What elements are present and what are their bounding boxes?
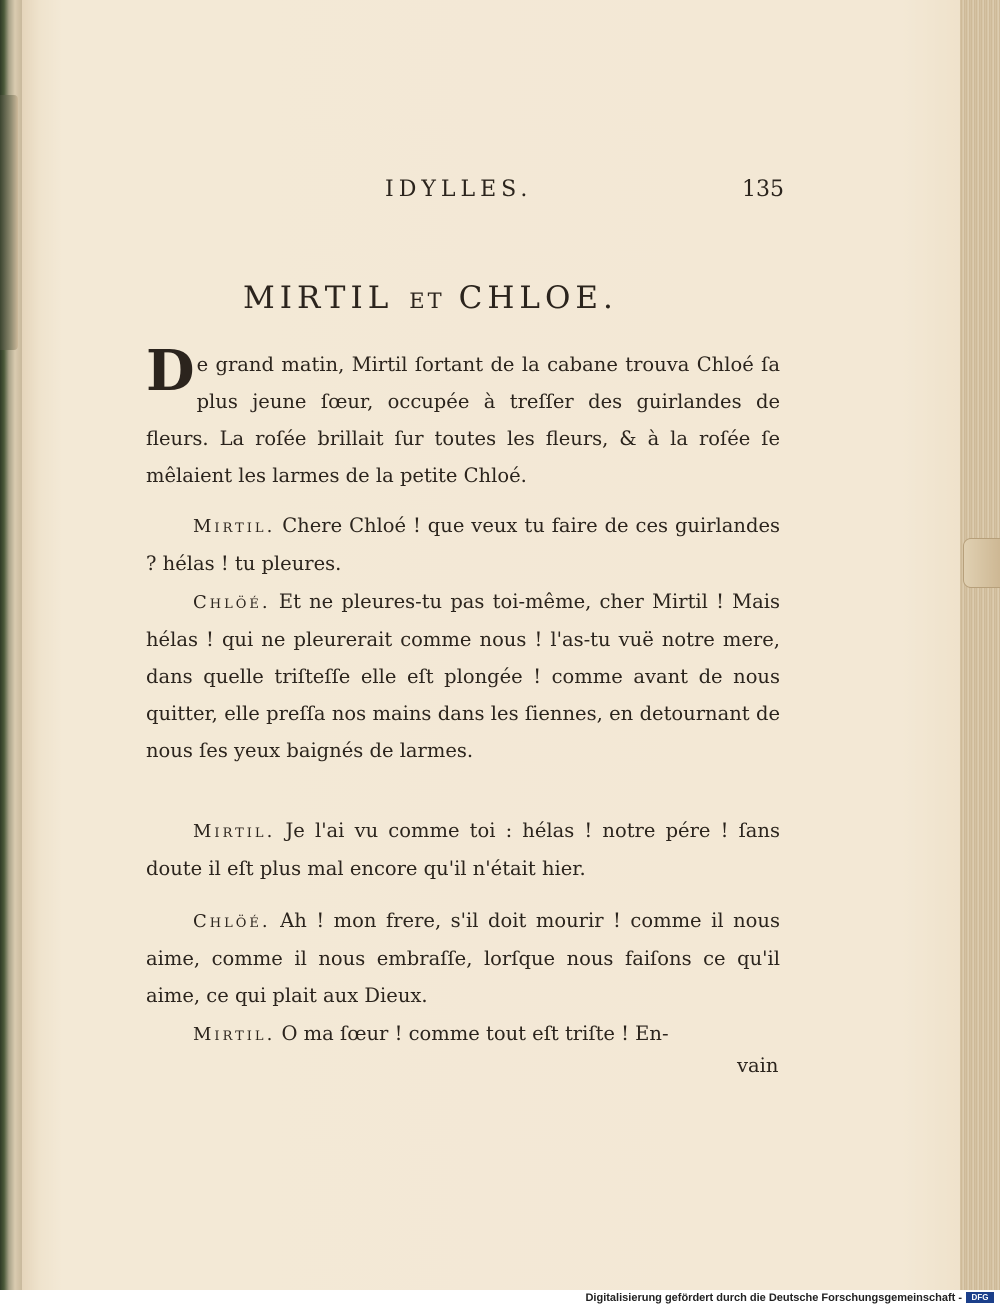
page-number: 135 [742, 177, 784, 202]
funding-credit: Digitalisierung gefördert durch die Deutsche Forschungsgemeinschaft - [585, 1292, 962, 1304]
dfg-logo: DFG [966, 1292, 994, 1303]
title-part-chloe: CHLOE. [458, 280, 618, 316]
footer-bar [0, 1290, 1000, 1306]
paragraph-text: e grand matin, Mirtil ſortant de la cabane trouva Chloé ſa plus jeune ſœur, occupée à treſſer des guirlandes de fleurs. La roſée brillait ſur toutes les fleurs, & à la roſée ſe mêlaient les larmes de la petite Chloé. [146, 353, 780, 487]
paragraph-6 [146, 1015, 780, 1053]
paragraph-4 [146, 812, 780, 887]
catchword: vain [737, 1054, 779, 1077]
spine-tab [0, 95, 18, 350]
speaker-label: Mirtil. [193, 821, 276, 842]
paragraph-text: O ma ſœur ! comme tout eſt triſte ! En- [281, 1022, 669, 1045]
paragraph-text: Je l'ai vu comme toi : hélas ! notre pére ! ſans doute il eſt plus mal encore qu'il n'était hier. [146, 819, 780, 880]
paragraph-2 [146, 507, 780, 582]
paragraph-text: Chere Chloé ! que veux tu faire de ces guirlandes ? hélas ! tu pleures. [146, 514, 781, 575]
speaker-label: Chlöé. [193, 592, 271, 613]
speaker-label: Mirtil. [193, 516, 276, 537]
title-part-mirtil: MIRTIL [243, 280, 394, 316]
bookmark-tab [963, 538, 1000, 588]
paragraph-3 [146, 583, 780, 769]
title-part-et: ET [409, 289, 445, 313]
drop-cap: D [146, 338, 195, 404]
speaker-label: Chlöé. [193, 911, 271, 932]
book-spine-edge [0, 0, 22, 1290]
speaker-label: Mirtil. [193, 1024, 276, 1045]
section-title [243, 280, 618, 316]
paragraph-1 [146, 338, 780, 494]
paragraph-5 [146, 902, 780, 1014]
paragraph-text: Ah ! mon frere, s'il doit mourir ! comme il nous aime, comme il nous embraſſe, lorſque nous faiſons ce qu'il aime, ce qui plait aux Dieux. [146, 909, 780, 1007]
page-stack-edge [960, 0, 1000, 1290]
paragraph-text: Et ne pleures-tu pas toi-même, cher Mirtil ! Mais hélas ! qui ne pleurerait comme nous ! l'as-tu vuë notre mere, dans quelle triſteſſe elle eſt plongée ! comme avant de nous quitter, elle preſſa nos mains dans les ſiennes, en detournant de nous ſes yeux baignés de larmes. [146, 590, 780, 762]
running-head: IDYLLES. [385, 177, 533, 202]
